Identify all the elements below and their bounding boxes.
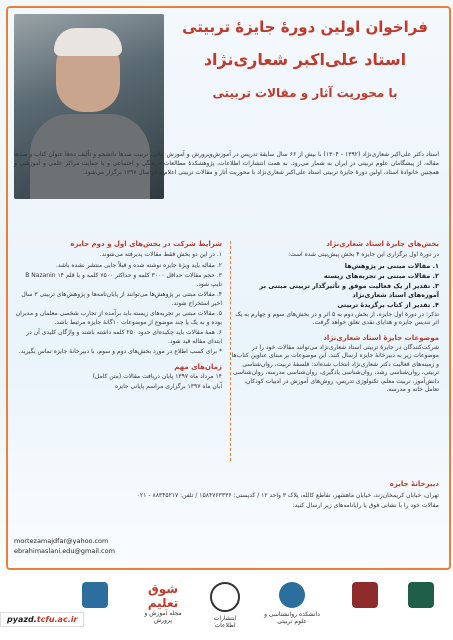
condition-4: ۴. مقالات مبتنی بر پژوهش‌ها می‌توانند از پایان‌نامه‌ها و پژوهش‌های تربیتی ۳ سال اخیر استخراج شوند. (21, 291, 222, 307)
topics-text: شرکت‌کنندگان در جایزهٔ تربیتی استاد شعاری‌نژاد می‌توانند مقالات خود را در موضوعات زیر به دبیرخانهٔ جایزه ارسال کنند. این موضوعات بر مبنای عناوین کتاب‌ها و زمینه‌های فعالیت دکتر شعاری‌نژاد انتخاب شده‌اند: فلسفهٔ تربیت، روان‌شناسی تربیتی، روان‌شناسی رشد، روان‌شناسی یادگیری، روان‌شناسی مدرسه، روان‌شناسی دانش‌آموز، تربیت معلم، تکنولوژی تدریس، روش‌های آموزش در ادبیات کودکان، تعامل خانه و مدرسه. (231, 343, 439, 393)
ettelaat-emblem-icon (210, 582, 240, 612)
secretariat-title: دبیرخانهٔ جایزه (389, 480, 439, 488)
email-list (14, 536, 214, 556)
book-icon (82, 582, 108, 608)
institute-emblem-icon (352, 582, 378, 608)
topics-title: موضوعات جایزهٔ استاد شعاری‌نژاد (323, 333, 439, 342)
headline-line-2: استاد علی‌اکبر شعاری‌نژاد (203, 50, 407, 69)
date-2: آبان ماه ۱۳۹۷ برگزاری مراسم پایانی جایزه (114, 383, 222, 390)
section-item-2: ۲. مقالات مبتنی بر تجربه‌های زیسته (323, 271, 439, 280)
condition-1: ۱. در این دو بخش فقط مقالات پذیرفته می‌شوند. (99, 251, 222, 258)
email-link-2[interactable]: ebrahimaslani.edu@gmail.com (14, 547, 115, 555)
left-column (14, 240, 222, 394)
email-link-1[interactable]: mortezamajdfar@yahoo.com (14, 537, 109, 545)
sponsor-logos (0, 570, 453, 640)
right-column (231, 240, 439, 397)
university-logo: دانشکده روانشناسی و علوم تربیتی (262, 582, 322, 622)
condition-6: ۶. همهٔ مقالات باید چکیده‌ای حدود ۲۵۰ کلمه داشته باشند و واژگان کلیدی آن در ابتدای مقاله قید شود. (26, 329, 222, 345)
conditions-title: شرایط شرکت در بخش‌های اول و دوم جایزه (70, 240, 222, 248)
column-divider (230, 241, 231, 461)
ministry-logo (398, 582, 443, 622)
ettelaat-logo: انتشارات اطلاعات (205, 582, 245, 622)
institute-logo (340, 582, 390, 622)
secretariat-send-note: مقالات خود را با نشانی فوق یا رایانامه‌های زیر ارسال کنید: (292, 502, 439, 509)
date-1: ۱۴ مرداد ماه ۱۳۹۷ پایان دریافت مقالات (متن کامل) (92, 372, 222, 380)
university-emblem-icon (279, 582, 305, 608)
section-item-4: ۴. تقدیر از کتاب برگزیدهٔ تربیتی (337, 300, 439, 309)
section-item-3: ۳. تقدیر از یک فعالیت موفق و تأثیرگذار تربیتی مبتنی بر آموزه‌های استاد شعاری‌نژاد (259, 281, 439, 299)
section-item-1: ۱. مقالات مبتنی بر پژوهش‌ها (344, 261, 439, 270)
dates-title: زمان‌های مهم (174, 362, 222, 371)
condition-3: ۳. حجم مقالات حداقل ۳۰۰۰ کلمه و حداکثر ۷۵۰۰ کلمه و با قلم B Nazanin ۱۴ تایپ شود. (25, 272, 222, 288)
secretariat-address: تهران، خیابان کریمخان‌زند، خیابان ماهشهر، تقاطع کالله، پلاک ۳ واحد ۱۲ / کدپستی: ۱۵۸۴۷۶۳۳۳۶ / تلفن: ۸۸۳۴۵۲۱۷ - ۰۲۱ (136, 492, 439, 499)
condition-5: ۵. مقالات مبتنی بر تجربه‌های زیسته باید برآمده از تجارب شخصی معلمان و مدیران بوده و به یک یا چند موضوع از موضوعات ۱۰گانهٔ جایزه مرتبط باشد. (15, 310, 222, 326)
sections-intro: در دورهٔ اول برگزاری این جایزه ۴ بخش پیش‌بینی شده است: (288, 251, 439, 258)
intro-paragraph: استاد دکتر علی‌اکبر شعاری‌نژاد (۱۳۹۲ - ۱۳۰۴) با بیش از ۶۶ سال سابقهٔ تدریس در آموزش‌وپرورش و آموزش عالی، تربیت صدها دانشجو و تألیف ده‌ها عنوان کتاب و صدها مقاله، از پیشگامان علوم تربیتی در ایران به شمار می‌رود. به همت انتشارات اطلاعات، پژوهشکدهٔ مطالعات فرهنگی و اجتماعی و با حمایت مراکز علمی و آموزشی و همچنین خانوادهٔ استاد، اولین دورهٔ جایزهٔ تربیتی استاد علی‌اکبر شعاری‌نژاد با محوریت آثار و مقالات تربیتی اعلام و در سال ۱۳۹۷ برگزار می‌شود. (14, 151, 439, 176)
shoq-talim-logo: شوق تعلیم مجله آموزش و پرورش (144, 582, 182, 624)
sections-title: بخش‌های جایزهٔ استاد شعاری‌نژاد (326, 240, 439, 248)
condition-note: * برای کسب اطلاع در مورد بخش‌های دوم و سوم، با دبیرخانهٔ جایزه تماس بگیرید. (18, 348, 222, 355)
source-url-badge[interactable]: pyazd.tcfu.ac.ir (0, 612, 84, 627)
ministry-emblem-icon (408, 582, 434, 608)
condition-2: ۲. مقاله باید ویژهٔ جایزه نوشته شده و قبلاً جایی منتشر نشده باشد. (55, 261, 222, 269)
headline-line-3: با محوریت آثار و مقالات تربیتی (212, 86, 398, 100)
headline-line-1: فراخوان اولین دورهٔ جایزهٔ تربیتی (182, 18, 428, 36)
sections-note: تذکر: در دورهٔ اول جایزه، از بخش دوم به ۵ اثر و در بخش‌های سوم و چهارم به یک اثر تندیس جایزه و هدایای نقدی تعلق خواهد گرفت. (235, 310, 439, 326)
